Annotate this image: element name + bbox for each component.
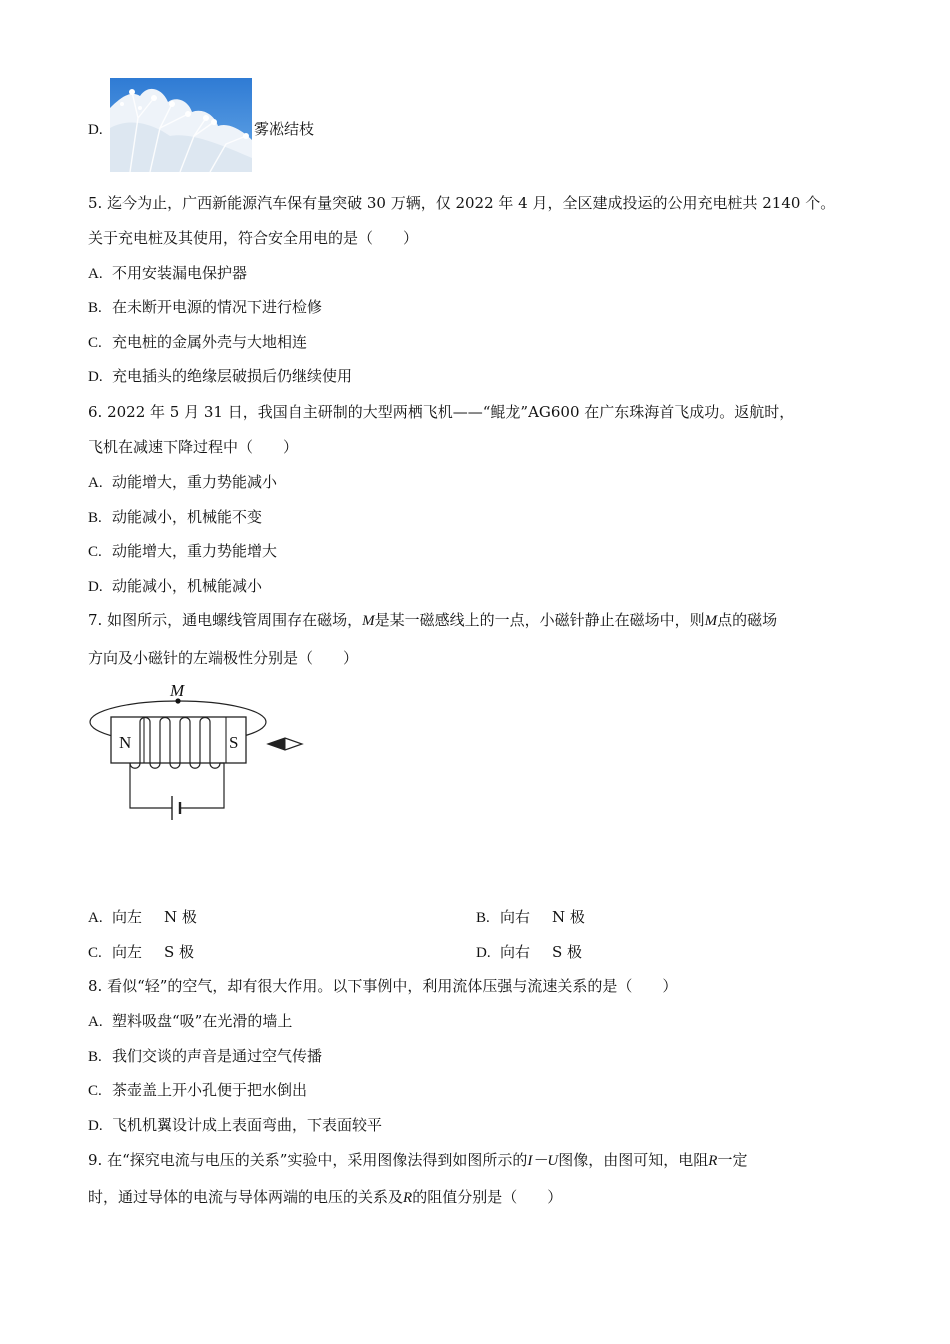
option-text: 动能增大，重力势能减小	[112, 473, 278, 491]
option-text: 动能减小，机械能减小	[112, 577, 263, 595]
q6-stem-line1: 6. 2022 年 5 月 31 日，我国自主研制的大型两栖飞机——“鲲龙”AG600 在广东珠海首飞成功。返航时，	[88, 403, 795, 421]
option-label: A.	[88, 266, 103, 282]
solenoid-circuit-diagram	[88, 678, 318, 828]
option-text: 充电插头的绝缘层破损后仍继续使用	[112, 367, 353, 385]
stem-text: 图像，由图可知，电阻	[558, 1151, 709, 1169]
wire-left	[130, 763, 172, 808]
q8-option-d[interactable]	[88, 1115, 382, 1136]
wire-right	[180, 763, 224, 808]
option-pole: N 极	[164, 908, 197, 926]
option-text: 动能增大，重力势能增大	[112, 542, 278, 560]
q8-option-a[interactable]	[88, 1011, 292, 1032]
q8-stem-line1: 8. 看似“轻”的空气，却有很大作用。以下事例中，利用流体压强与流速关系的是（ ）	[88, 977, 678, 995]
option-text: 在未断开电源的情况下进行检修	[112, 298, 323, 316]
option-direction: 向右	[500, 908, 531, 926]
option-label: A.	[88, 1014, 103, 1030]
option-text: 不用安装漏电保护器	[112, 264, 248, 282]
q6-option-d[interactable]	[88, 576, 262, 597]
compass-needle	[268, 738, 302, 750]
q8-option-c[interactable]	[88, 1080, 307, 1101]
q9-stem-line1	[88, 1150, 747, 1171]
q6-stem-line2: 飞机在减速下降过程中（ ）	[88, 438, 299, 456]
option-direction: 向左	[112, 943, 143, 961]
option-text: 飞机机翼设计成上表面弯曲，下表面较平	[112, 1116, 383, 1134]
option-direction: 向左	[112, 908, 143, 926]
var-m: M	[704, 613, 718, 629]
q5-option-c[interactable]	[88, 332, 307, 353]
option-text: 塑料吸盘“吸”在光滑的墙上	[112, 1012, 293, 1030]
q5-option-b[interactable]	[88, 297, 322, 318]
q7-option-c[interactable]	[88, 941, 194, 962]
option-pole: S 极	[164, 943, 195, 961]
option-label: A.	[88, 910, 103, 926]
q6-option-a[interactable]	[88, 472, 277, 493]
stem-text: 时，通过导体的电流与导体两端的电压的关系及	[88, 1188, 404, 1206]
q7-option-b[interactable]	[476, 906, 585, 927]
var-r: R	[708, 1153, 718, 1169]
option-label: D.	[88, 122, 103, 138]
stem-text: 7. 如图所示，通电螺线管周围存在磁场，	[88, 611, 363, 629]
option-direction: 向右	[500, 943, 531, 961]
stem-text: 一定	[717, 1151, 748, 1169]
option-text: 茶壶盖上开小孔便于把水倒出	[112, 1081, 308, 1099]
q7-option-a[interactable]	[88, 906, 197, 927]
q5-option-d[interactable]	[88, 366, 352, 387]
left-pole-label: N	[119, 733, 132, 752]
option-label: B.	[476, 910, 490, 926]
option-label: D.	[476, 945, 491, 961]
option-label: C.	[88, 1083, 102, 1099]
option-label: D.	[88, 1118, 103, 1134]
q4-option-d	[88, 119, 112, 140]
q5-stem-line2: 关于充电桩及其使用，符合安全用电的是（ ）	[88, 229, 419, 247]
option-label: A.	[88, 475, 103, 491]
option-label: C.	[88, 335, 102, 351]
stem-text: 是某一磁感线上的一点，小磁针静止在磁场中，则	[374, 611, 705, 629]
q5-stem-line1: 5. 迄今为止，广西新能源汽车保有量突破 30 万辆，仅 2022 年 4 月，全区建成投运的公用充电桩共 2140 个。	[88, 194, 836, 212]
option-text: 动能减小，机械能不变	[112, 508, 263, 526]
option-label: D.	[88, 579, 103, 595]
option-label: B.	[88, 300, 102, 316]
q8-option-b[interactable]	[88, 1046, 322, 1067]
q7-stem-line1	[88, 610, 777, 631]
rime-frost-image	[110, 78, 252, 172]
option-label: C.	[88, 945, 102, 961]
option-label: C.	[88, 544, 102, 560]
q4-option-d-text: 雾凇结枝	[254, 120, 315, 138]
stem-text: 的阻值分别是（ ）	[412, 1188, 563, 1206]
option-text: 充电桩的金属外壳与大地相连	[112, 333, 308, 351]
stem-text: 点的磁场	[717, 611, 778, 629]
q5-option-a[interactable]	[88, 263, 247, 284]
q9-stem-line2	[88, 1187, 562, 1208]
option-label: B.	[88, 1049, 102, 1065]
q6-option-b[interactable]	[88, 507, 262, 528]
stem-text: 9. 在“探究电流与电压的关系”实验中，采用图像法得到如图所示的	[88, 1151, 528, 1169]
option-label: B.	[88, 510, 102, 526]
var-m: M	[362, 613, 375, 629]
option-label: D.	[88, 369, 103, 385]
q6-option-c[interactable]	[88, 541, 277, 562]
point-m-label: M	[170, 681, 185, 700]
var-iu: I－U	[527, 1153, 559, 1169]
var-r: R	[403, 1190, 413, 1206]
right-pole-label: S	[229, 733, 239, 752]
q7-option-d[interactable]	[476, 941, 582, 962]
q7-stem-line2: 方向及小磁针的左端极性分别是（ ）	[88, 649, 359, 667]
option-text: 我们交谈的声音是通过空气传播	[112, 1047, 323, 1065]
option-pole: S 极	[552, 943, 583, 961]
option-pole: N 极	[552, 908, 585, 926]
